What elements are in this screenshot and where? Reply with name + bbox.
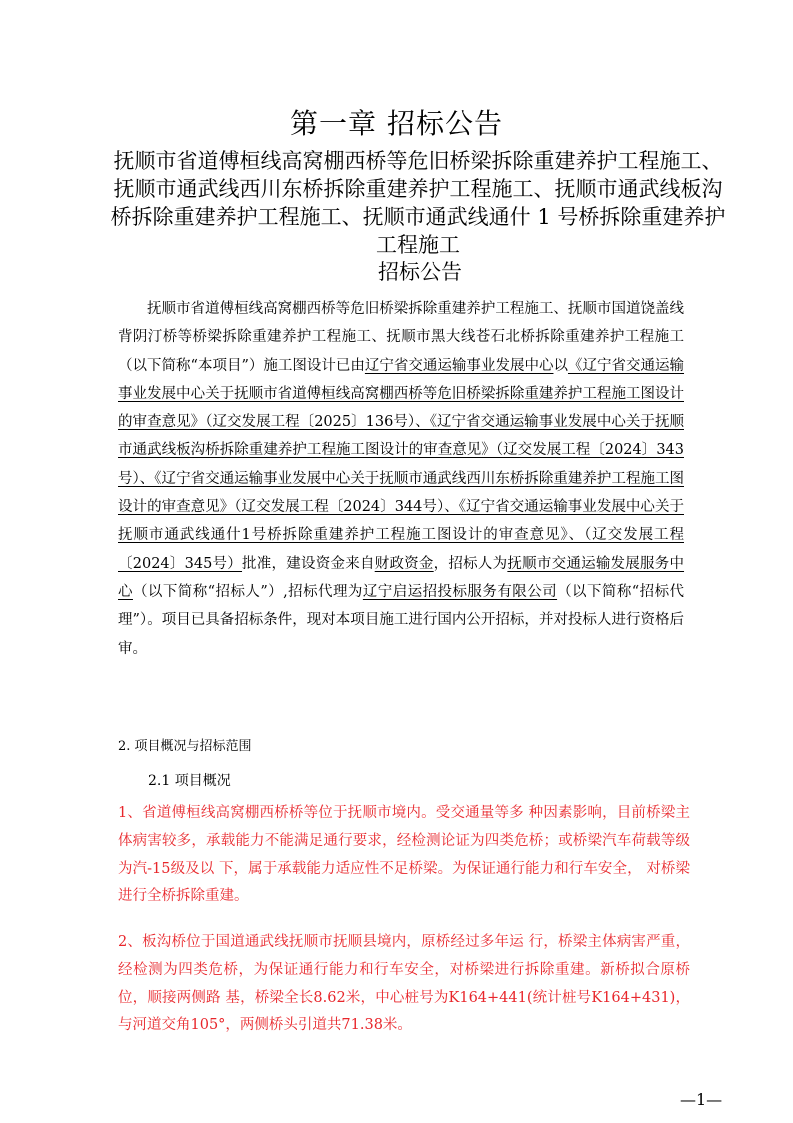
- page-number: —1—: [680, 1090, 723, 1109]
- body-text-segment: （以下简称“招标人”）,招标代理为: [132, 583, 363, 600]
- review-opinion-documents: 《辽宁省交通运输事业发展中心关于抚顺市省道傅桓线高窝棚西桥等危旧桥梁拆除重建养护工程施工图设计的审查意见》（辽交发展工程〔2025〕136号）、《辽宁省交通运输事业发展中心关于抚顺市通武线板沟桥拆除重建养护工程施工图设计的审查意见》（辽交发展工程〔2024〕343号）、《辽宁省交通运输事业发展中心关于抚顺市通武线西川东桥拆除重建养护工程施工图设计的审查意见》（辽交发展工程〔2024〕344号）、《辽宁省交通运输事业发展中心关于抚顺市通武线通什1号桥拆除重建养护工程施工图设计的审查意见》、（辽交发展工程〔2024〕345号）: [118, 357, 685, 572]
- body-text-segment: （以下简称“招标代理”）。项目已具备招标条件，现对本项目施工进行国内公开招标，并对投标人进行资格后审。: [118, 583, 685, 657]
- funding-source: 财政资金: [374, 555, 434, 572]
- notice-body-paragraph: [118, 295, 684, 663]
- design-review-agency: 辽宁省交通运输事业发展中心: [364, 357, 554, 374]
- body-text-segment: ，招标人为: [433, 555, 508, 572]
- project-title: 抚顺市省道傅桓线高窝棚西桥等危旧桥梁拆除重建养护工程施工、抚顺市通武线西川东桥拆除重建养护工程施工、抚顺市通武线板沟桥拆除重建养护工程施工、抚顺市通武线通什 1 号桥拆除重建养护工程施工: [110, 149, 726, 257]
- body-text-segment: 批准，建设资金来自: [242, 555, 375, 572]
- project-overview-paragraph-1: 1、省道傅桓线高窝棚西桥桥等位于抚顺市境内。受交通量等多 种因素影响，目前桥梁主体病害较多，承载能力不能满足通行要求，经检测论证为四类危桥；或桥梁汽车荷载等级为汽-15级及以 下，属于承载能力适应性不足桥梁。为保证通行能力和行车安全， 对桥梁进行全桥拆除重建。: [118, 805, 690, 905]
- body-text-segment: 以: [553, 357, 568, 374]
- project-overview-paragraph-2: 2、板沟桥位于国道通武线抚顺市抚顺县境内，原桥经过多年运 行，桥梁主体病害严重，经检测为四类危桥，为保证通行能力和行车安全，对桥梁进行拆除重建。新桥拟合原桥位，顺接两侧路 基，桥梁全长8.62米，中心桩号为K164+441(统计桩号K164+431)， 与河道交角105°，两侧桥头引道共71.38米。: [118, 934, 690, 1034]
- tender-agent-name: 辽宁启运招投标服务有限公司: [362, 583, 558, 600]
- subsection-heading: 2.1 项目概况: [148, 773, 231, 789]
- section-heading: 2. 项目概况与招标范围: [118, 739, 252, 754]
- notice-title: 招标公告: [378, 260, 462, 284]
- tenderer-name: 抚顺市交通运输发展服务中心: [118, 555, 685, 600]
- chapter-title: 第一章 招标公告: [290, 107, 503, 140]
- body-text-segment: 抚顺市省道傅桓线高窝棚西桥等危旧桥梁拆除重建养护工程施工、抚顺市国道饶盖线背阴汀桥等桥梁拆除重建养护工程施工、抚顺市黑大线苍石北桥拆除重建养护工程施工（以下简称“本项目”）施工图设计已由: [118, 301, 684, 374]
